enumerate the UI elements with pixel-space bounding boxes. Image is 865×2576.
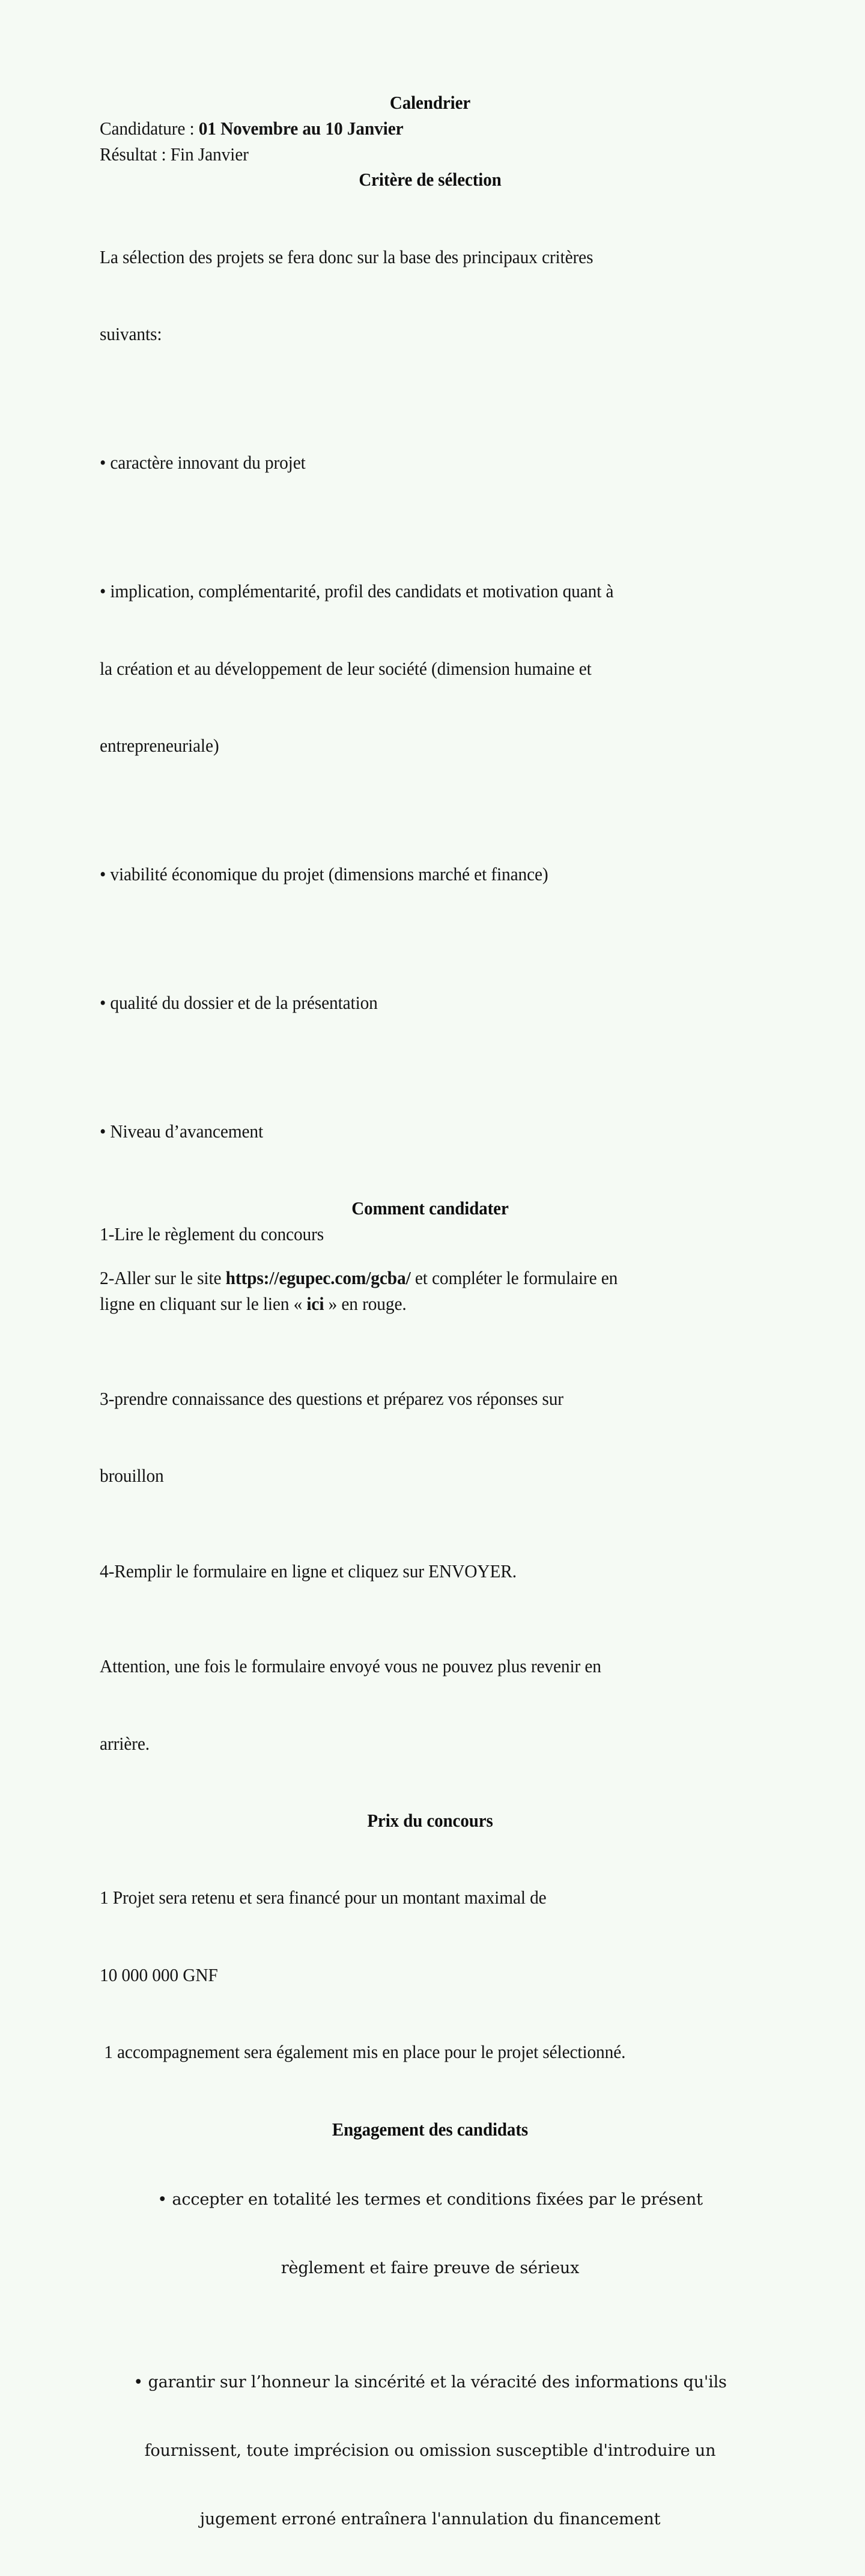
bullet-line <box>100 579 738 604</box>
bullet-text: Niveau d’avancement <box>110 1121 264 1142</box>
critere-bullet-3 <box>100 810 738 939</box>
candidature-label: Candidature : <box>100 118 199 139</box>
prix-detail <box>100 1834 738 2117</box>
heading-comment-candidater: Comment candidater <box>351 1198 509 1219</box>
bullet-text-cont-2: entrepreneuriale) <box>100 735 219 756</box>
bullet-text-cont-1: règlement et faire preuve de sérieux <box>281 2258 580 2278</box>
bullet-line <box>105 2370 756 2393</box>
ici-link-word[interactable]: ici <box>306 1293 324 1314</box>
attention-line-2: arrière. <box>100 1733 150 1754</box>
bullet-line <box>100 862 738 888</box>
heading-calendrier: Calendrier <box>389 93 471 113</box>
step-3-line-2: brouillon <box>100 1466 164 1487</box>
engagement-bullet-2 <box>105 2325 756 2576</box>
critere-bullet-4 <box>100 939 738 1067</box>
bullet-line <box>105 2188 756 2211</box>
bullet-marker: • <box>100 581 106 602</box>
step-2 <box>100 1265 738 1317</box>
resultat-line: Résultat : Fin Janvier <box>100 144 249 165</box>
document-body <box>100 90 760 2576</box>
bullet-text: garantir sur l’honneur la sincérité et la véracité des informations qu'ils <box>148 2372 727 2392</box>
application-url[interactable]: https://egupec.com/gcba/ <box>225 1267 411 1288</box>
engagement-bullet-1 <box>105 2142 756 2325</box>
bullet-line <box>100 450 738 476</box>
bullet-marker: • <box>100 863 106 885</box>
candidature-value: 01 Novembre au 10 Janvier <box>198 118 404 139</box>
critere-bullet-2 <box>100 528 738 811</box>
step-2-middle: et compléter le formulaire en <box>410 1267 618 1288</box>
attention-note <box>100 1603 738 1808</box>
paragraph-spacer <box>100 1585 760 1603</box>
heading-prix-du-concours: Prix du concours <box>367 1810 493 1831</box>
bullet-marker: • <box>133 2372 144 2392</box>
candidature-line <box>100 116 738 142</box>
bullet-marker: • <box>157 2190 168 2209</box>
step-2-line-2 <box>100 1291 738 1317</box>
bullet-text: qualité du dossier et de la présentation <box>110 992 378 1013</box>
bullet-text: accepter en totalité les termes et conditions fixées par le présent <box>172 2190 703 2209</box>
critere-intro <box>100 193 738 398</box>
prix-line-1: 1 Projet sera retenu et sera financé pour un montant maximal de <box>100 1887 547 1908</box>
bullet-marker: • <box>100 452 106 473</box>
critere-intro-line-1: La sélection des projets se fera donc sur la base des principaux critères <box>100 246 593 267</box>
bullet-text-cont-1: fournissent, toute imprécision ou omission susceptible d'introduire un <box>144 2441 716 2461</box>
paragraph-spacer <box>100 1541 760 1559</box>
prix-amount: 10 000 000 GNF <box>100 1964 218 1985</box>
paragraph-spacer <box>100 1317 760 1335</box>
heading-critere-selection: Critère de sélection <box>359 169 502 190</box>
critere-bullet-1 <box>100 399 738 528</box>
critere-intro-line-2: suivants: <box>100 324 162 345</box>
step-2-line-2-suffix: » en rouge. <box>324 1293 407 1314</box>
attention-line-1: Attention, une fois le formulaire envoyé vous ne pouvez plus revenir en <box>100 1656 601 1677</box>
bullet-text: implication, complémentarité, profil des candidats et motivation quant à <box>110 581 614 602</box>
bullet-marker: • <box>100 992 106 1013</box>
step-2-prefix: 2-Aller sur le site <box>100 1267 226 1288</box>
bullet-text: viabilité économique du projet (dimensions marché et finance) <box>110 863 548 885</box>
bullet-line <box>100 1119 738 1145</box>
step-2-line-2-prefix: ligne en cliquant sur le lien « <box>100 1293 307 1314</box>
bullet-text-cont-2: jugement erroné entraînera l'annulation du financement <box>199 2509 661 2529</box>
bullet-line <box>100 990 738 1016</box>
heading-engagement-candidats: Engagement des candidats <box>332 2119 529 2140</box>
paragraph-spacer <box>100 1247 760 1265</box>
bullet-text: caractère innovant du projet <box>110 452 306 473</box>
bullet-marker: • <box>100 1121 106 1142</box>
bullet-text-cont-1: la création et au développement de leur société (dimension humaine et <box>100 658 592 679</box>
prix-accompagnement: 1 accompagnement sera également mis en place pour le projet sélectionné. <box>100 2042 626 2063</box>
step-1: 1-Lire le règlement du concours <box>100 1224 324 1245</box>
step-4: 4-Remplir le formulaire en ligne et cliquez sur ENVOYER. <box>100 1561 517 1582</box>
step-3 <box>100 1335 738 1540</box>
step-3-line-1: 3-prendre connaissance des questions et préparez vos réponses sur <box>100 1389 563 1410</box>
critere-bullet-5 <box>100 1067 738 1196</box>
